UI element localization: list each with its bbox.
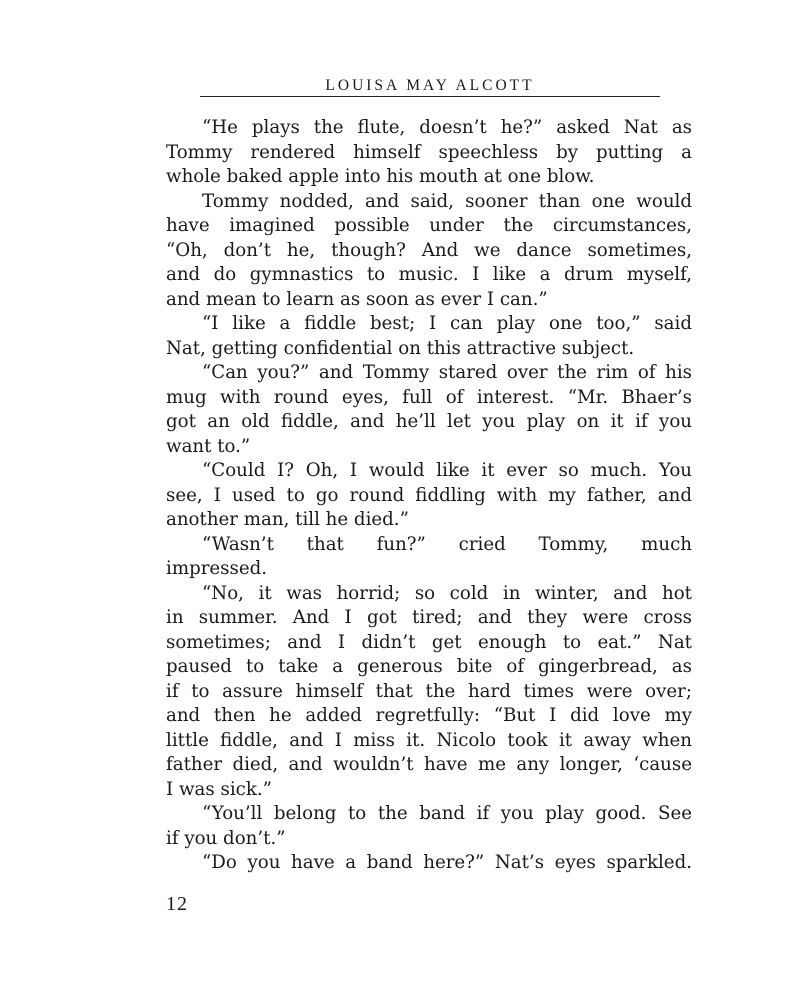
text-line: “You’ll belong to the band if you play good. See <box>202 803 692 824</box>
text-line: mug with round eyes, full of interest. “Mr. Bhaer’s <box>166 386 692 408</box>
text-line: and do gymnastics to music. I like a drum myself, <box>166 264 692 285</box>
text-line: “No, it was horrid; so cold in winter, and hot <box>202 582 692 604</box>
text-line: have imagined possible under the circumstances, <box>166 215 692 236</box>
text-line: “I like a fiddle best; I can play one too,” said <box>202 313 692 334</box>
text-line: “Oh, don’t he, though? And we dance sometimes, <box>166 239 692 261</box>
text-line: I was sick.” <box>166 778 272 800</box>
text-line: another man, till he died.” <box>166 509 409 530</box>
text-line: little fiddle, and I miss it. Nicolo took it away when <box>166 729 692 751</box>
text-line: whole baked apple into his mouth at one blow. <box>166 166 595 187</box>
text-line: want to.” <box>166 435 251 457</box>
running-head: LOUISA MAY ALCOTT <box>325 77 535 94</box>
header-rule <box>200 96 660 97</box>
text-line: and then he added regretfully: “But I did love my <box>166 705 692 726</box>
text-line: sometimes; and I didn’t get enough to eat.” Nat <box>166 631 692 653</box>
text-line: Tommy rendered himself speechless by putting a <box>166 141 692 163</box>
text-line: father died, and wouldn’t have me any longer, ‘cause <box>166 754 692 775</box>
text-line: “He plays the flute, doesn’t he?” asked Nat as <box>202 117 692 138</box>
text-line: if you don’t.” <box>166 827 286 849</box>
text-line: if to assure himself that the hard times were over; <box>166 680 692 702</box>
body-text <box>166 116 692 876</box>
text-line: see, I used to go round fiddling with my father, and <box>166 484 692 506</box>
text-line: in summer. And I got tired; and they were cross <box>166 607 692 628</box>
text-line: “Can you?” and Tommy stared over the rim of his <box>202 362 692 383</box>
text-line: got an old fiddle, and he’ll let you play on it if you <box>166 411 692 432</box>
page-number: 12 <box>166 893 188 915</box>
text-line: Tommy nodded, and said, sooner than one would <box>202 190 692 212</box>
text-line: “Do you have a band here?” Nat’s eyes sparkled. <box>202 852 692 873</box>
text-line: and mean to learn as soon as ever I can.” <box>166 288 548 310</box>
text-line: “Could I? Oh, I would like it ever so much. You <box>202 460 692 481</box>
text-line: Nat, getting confidential on this attractive subject. <box>166 337 635 359</box>
text-line: paused to take a generous bite of gingerbread, as <box>166 656 692 677</box>
text-line: “Wasn’t that fun?” cried Tommy, much <box>202 533 692 555</box>
text-line: impressed. <box>166 558 268 579</box>
